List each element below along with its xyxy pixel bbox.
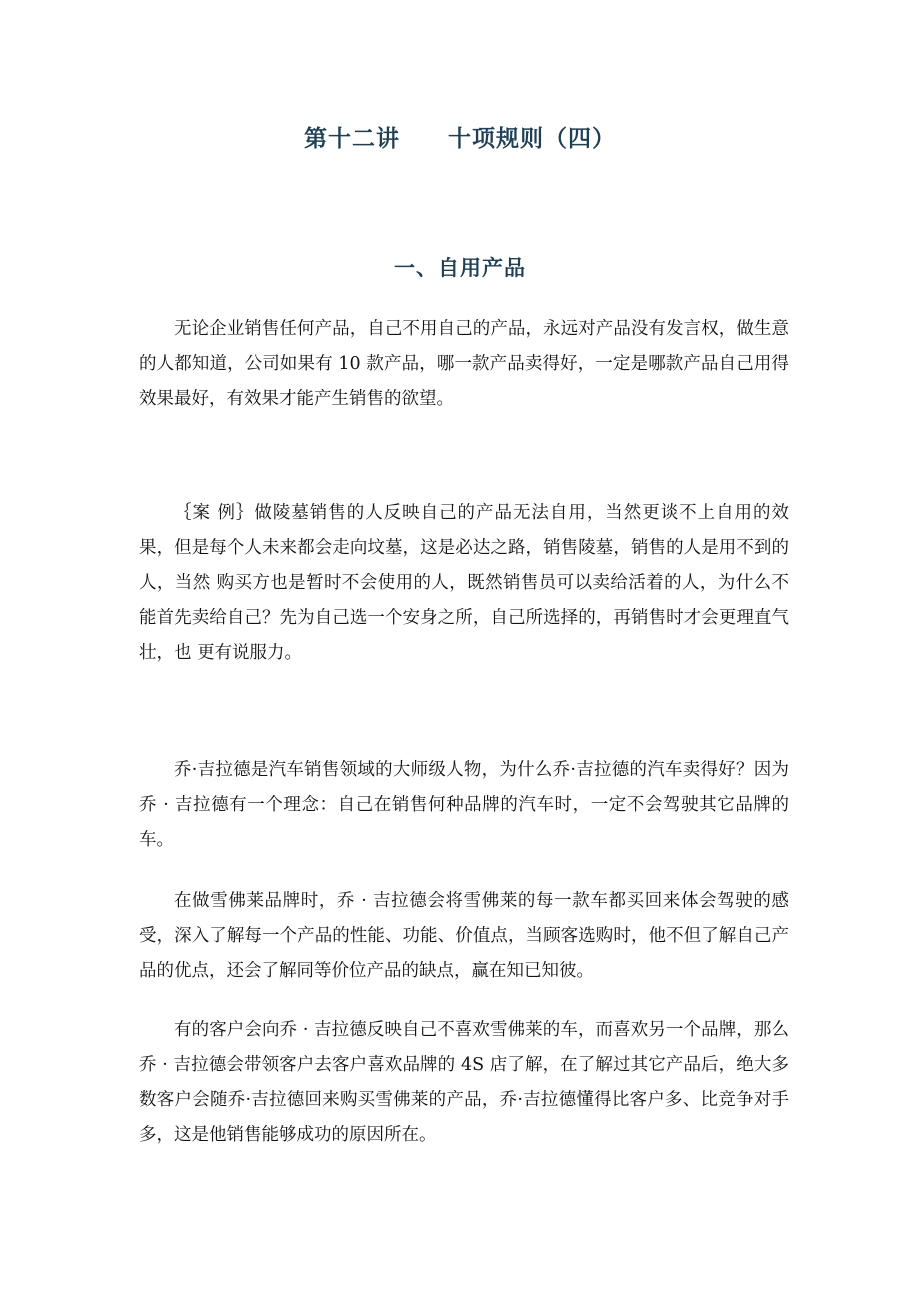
lecture-title: 第十二讲 十项规则（四） bbox=[304, 126, 616, 152]
paragraph-joe-girard-concept: 乔·吉拉德是汽车销售领域的大师级人物，为什么乔·吉拉德的汽车卖得好？因为乔 · 吉拉德有一个理念：自己在销售何种品牌的汽车时，一定不会驾驶其它品牌的车。 bbox=[139, 760, 789, 850]
paragraph-customer-preference: 有的客户会向乔 · 吉拉德反映自己不喜欢雪佛莱的车，而喜欢另一个品牌，那么乔 · 吉拉德会带领客户去客户喜欢品牌的 4S 店了解，在了解过其它产品后，绝大多数客户会随乔·吉拉德回来购买雪佛莱的产品，乔·吉拉德懂得比客户多、比竞争对手多，这是他销售能够成功的原因所在。 bbox=[139, 1020, 789, 1145]
paragraph-chevrolet-experience: 在做雪佛莱品牌时，乔 · 吉拉德会将雪佛莱的每一款车都买回来体会驾驶的感受，深入了解每一个产品的性能、功能、价值点，当顾客选购时，他不但了解自己产品的优点，还会了解同等价位产品的缺点，赢在知已知彼。 bbox=[139, 891, 789, 981]
paragraph-intro: 无论企业销售任何产品，自己不用自己的产品，永远对产品没有发言权，做生意的人都知道，公司如果有 10 款产品，哪一款产品卖得好，一定是哪款产品自己用得效果最好，有效果才能产生销售的欲望。 bbox=[139, 319, 789, 409]
section-heading: 一、自用产品 bbox=[394, 256, 526, 280]
paragraph-case-example: ｛案 例｝做陵墓销售的人反映自己的产品无法自用，当然更谈不上自用的效果，但是每个人未来都会走向坟墓，这是必达之路，销售陵墓，销售的人是用不到的人，当然 购买方也是暂时不会使用的人，既然销售员可以卖给活着的人，为什么不能首先卖给自己？先为自己选一个安身之所，自己所选择的，再销售时才会更理直气壮，也 更有说服力。 bbox=[139, 503, 789, 663]
